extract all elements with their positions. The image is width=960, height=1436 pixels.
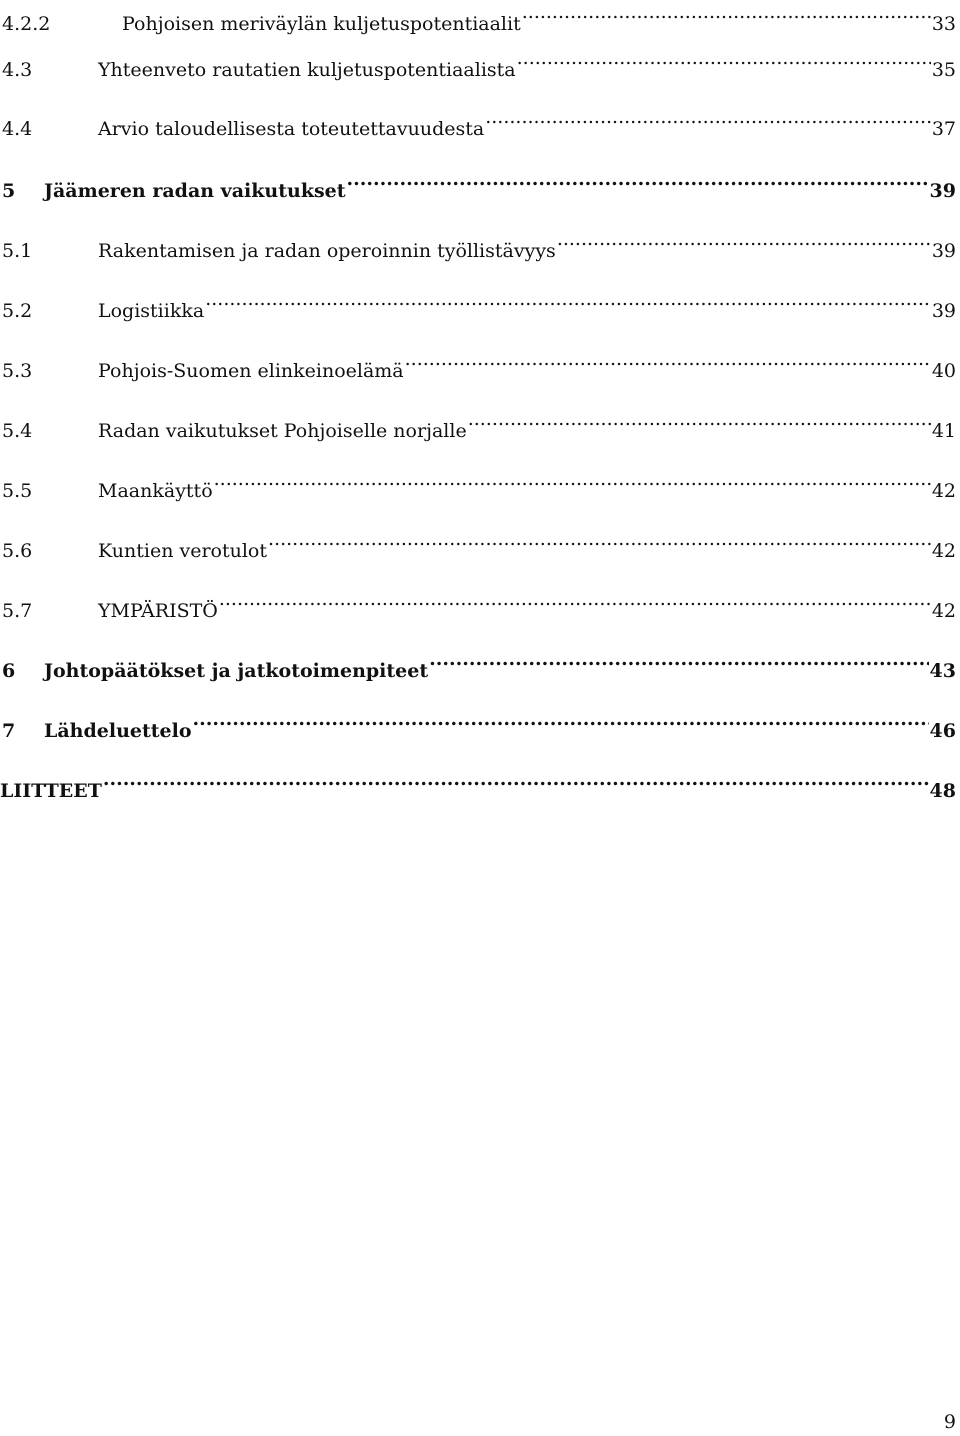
toc-entry-title: Johtopäätökset ja jatkotoimenpiteet [44,660,429,682]
toc-entry-page: 42 [931,480,956,502]
toc-entry[interactable] [0,521,956,562]
toc-entry[interactable] [0,281,956,322]
dot-leader [347,161,929,197]
dot-leader [214,461,931,497]
toc-entry[interactable] [0,0,956,35]
dot-leader [557,221,931,257]
toc-entry-page: 39 [931,300,956,322]
toc-entry-title: Lähdeluettelo [44,720,192,742]
toc-entry-page: 46 [929,720,956,742]
toc-entry-number: 5.4 [2,420,33,442]
toc-entry[interactable] [0,761,956,802]
page-number: 9 [943,1411,956,1433]
toc-entry-page: 41 [931,420,956,442]
toc-entry-title: Pohjois-Suomen elinkeinoelämä [98,360,404,382]
toc-entry-title: Jäämeren radan vaikutukset [44,180,346,202]
toc-entry-number: 5.5 [2,480,33,502]
dot-leader [517,40,931,76]
toc-entry-number: 4.3 [2,59,33,81]
toc-entry-title: Rakentamisen ja radan operoinnin työllistävyys [98,240,556,262]
toc-entry-number: 5.1 [2,240,33,262]
toc-entry-page: 43 [929,660,956,682]
toc-entry-page: 42 [931,600,956,622]
dot-leader [219,581,931,617]
toc-entry-page: 39 [931,240,956,262]
dot-leader [485,99,931,135]
toc-entry[interactable] [0,221,956,262]
dot-leader [405,341,931,377]
toc-entry-page: 42 [931,540,956,562]
toc-entry[interactable] [0,341,956,382]
toc-entry[interactable] [0,581,956,622]
toc-entry[interactable] [0,99,956,140]
toc-entry-page: 37 [931,118,956,140]
toc-entry-page: 39 [929,180,956,202]
toc-entry[interactable] [0,461,956,502]
toc-entry[interactable] [0,701,956,742]
toc-entry-title: Yhteenveto rautatien kuljetuspotentiaalista [98,59,516,81]
dot-leader [103,761,929,797]
toc-entry[interactable] [0,161,956,202]
toc-entry[interactable] [0,641,956,682]
toc-entry-number: 5.6 [2,540,33,562]
toc-entry-title: YMPÄRISTÖ [98,600,218,622]
toc-entry[interactable] [0,401,956,442]
toc-entry-page: 48 [929,780,956,802]
dot-leader [193,701,929,737]
toc-entry-title: Logistiikka [98,300,205,322]
dot-leader [205,281,931,317]
toc-entry-title: Kuntien verotulot [98,540,268,562]
toc-entry-number: 5 [2,180,16,202]
toc-entry-title: Pohjoisen meriväylän kuljetuspotentiaalit [122,13,521,35]
toc-entry-title: LIITTEET [0,780,102,802]
dot-leader [468,401,931,437]
toc-entry-number: 5.7 [2,600,33,622]
toc-entry-page: 33 [931,13,956,35]
toc-entry-number: 5.3 [2,360,33,382]
toc-entry-number: 7 [2,720,16,742]
toc-entry-title: Radan vaikutukset Pohjoiselle norjalle [98,420,467,442]
toc-entry-page: 40 [931,360,956,382]
toc-entry-number: 4.2.2 [2,13,51,35]
toc-entry-number: 5.2 [2,300,33,322]
toc-entry[interactable] [0,40,956,81]
toc-entry-title: Maankäyttö [98,480,213,502]
toc-entry-number: 6 [2,660,16,682]
toc-entry-title: Arvio taloudellisesta toteutettavuudesta [98,118,485,140]
toc-entry-number: 4.4 [2,118,33,140]
toc-entry-page: 35 [931,59,956,81]
dot-leader [429,641,928,677]
dot-leader [268,521,931,557]
dot-leader [522,0,931,30]
